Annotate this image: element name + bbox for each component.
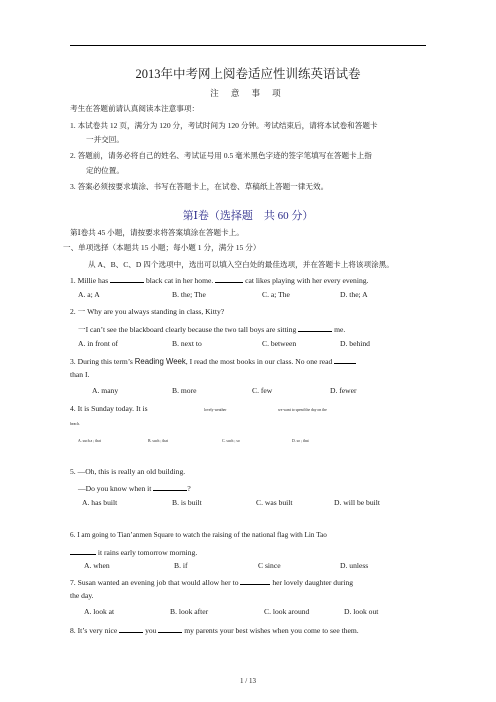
question-5-line-2	[78, 482, 191, 493]
question-1	[70, 274, 368, 285]
q3-blank	[334, 355, 356, 364]
q8-text-a: 8. It’s very nice	[70, 626, 118, 635]
q2-option-b: B. next to	[172, 339, 202, 348]
section-note: 第Ⅰ卷共 45 小题，请按要求将答案填涂在答题卡上。	[70, 228, 244, 237]
q5-option-c: C. was built	[256, 498, 293, 507]
q3-option-b: B. more	[172, 386, 197, 395]
notice-item-2: 2. 答题前，请务必将自己的姓名、考试证号用 0.5 毫米黑色字迹的签字笔填写在答题卡上指	[70, 151, 372, 160]
q1-option-d: D. the; A	[340, 290, 368, 299]
q3-line-2: than I.	[70, 370, 90, 379]
q2-text-b: 一I can’t see the blackboard clearly because the two tall boys are sitting	[78, 325, 297, 334]
q4-text-c: we want to spend the day on the	[278, 408, 327, 412]
notice-item-1: 1. 本试卷共 12 页，满分为 120 分，考试时间为 120 分钟。考试结束后，请将本试卷和答题卡	[70, 121, 378, 130]
q7-option-a: A. look at	[84, 607, 115, 616]
q2-option-a: A. in front of	[78, 339, 119, 348]
question-8	[70, 624, 359, 635]
q6-option-a: A. when	[84, 561, 110, 570]
question-2: 2. 一 Why are you always standing in class, Kitty?	[70, 307, 225, 316]
q4-option-b: B. such ; that	[148, 439, 169, 443]
header-rule	[70, 45, 426, 46]
part-instruction: 从 A、B、C、D 四个选项中，选出可以填入空白处的最佳选项，并在答题卡上将该项涂黑。	[88, 260, 394, 269]
q5-option-b: B. is built	[172, 498, 202, 507]
q2-blank	[298, 323, 332, 332]
q6-text-b: it rains early tomorrow morning.	[97, 548, 198, 557]
notice-heading: 注 意 事 项	[210, 88, 286, 98]
q4-option-a: A. such a ; that	[78, 439, 101, 443]
q1-option-a: A. a; A	[78, 290, 100, 299]
q6-blank	[70, 546, 96, 555]
q2-option-d: D. behind	[340, 339, 370, 348]
q6-option-d: D. unless	[340, 561, 369, 570]
q7-line-2: the day.	[70, 591, 94, 600]
q8-blank-1	[119, 624, 143, 633]
q3-text-a3: , I read the most books in our class. No one read	[185, 357, 333, 366]
question-6-line-2	[70, 546, 197, 557]
q7-text-a: 7. Susan wanted an evening job that would allow her to	[70, 578, 239, 587]
q1-blank-2	[215, 274, 243, 283]
q1-blank-1	[110, 274, 144, 283]
page-number: 1 / 13	[240, 677, 256, 685]
q4-text-b: lovely weather	[204, 408, 227, 412]
q7-blank	[240, 576, 270, 585]
q5-option-d: D. will be built	[334, 498, 380, 507]
q3-option-d: D. fewer	[330, 386, 357, 395]
q1-text-c: cat likes playing with her every evening.	[245, 276, 369, 285]
part-title: 一、单项选择（本题共 15 小题；每小题 1 分，满分 15 分）	[63, 243, 261, 252]
notice-item-1-cont: 一并交回。	[86, 135, 124, 144]
q8-text-b: you	[145, 626, 157, 635]
notice-item-3: 3. 答案必须按要求填涂、书写在答题卡上，在试卷、草稿纸上答题一律无效。	[70, 182, 329, 191]
q6-option-b: B. if	[174, 561, 188, 570]
question-5: 5. —Oh, this is really an old building.	[70, 467, 186, 476]
q7-option-c: C. look around	[264, 607, 310, 616]
q3-reading-week: Reading Week	[134, 357, 186, 366]
notice-item-2-cont: 定的位置。	[86, 166, 124, 175]
q1-option-b: B. the; The	[172, 290, 206, 299]
notice-intro: 考生在答题前请认真阅读本注意事项：	[70, 104, 200, 113]
question-7	[70, 576, 353, 587]
q6-option-c: C since	[258, 561, 281, 570]
q3-text-a: 3. During this term’s	[70, 357, 133, 366]
q1-text-a: 1. Millie has	[70, 276, 109, 285]
q7-option-b: B. look after	[170, 607, 209, 616]
q8-text-c: my parents your best wishes when you come to see them.	[184, 626, 359, 635]
q4-option-c: C. such ; so	[222, 439, 240, 443]
q1-option-c: C. a; The	[262, 290, 290, 299]
q4-option-d: D. so ; that	[292, 439, 309, 443]
question-2-line-2	[78, 323, 345, 335]
q5-option-a: A. has built	[82, 498, 118, 507]
q3-option-a: A. many	[92, 386, 119, 395]
page-title: 2013年中考网上阅卷适应性训练英语试卷	[135, 67, 361, 81]
q4-text-d: beach.	[70, 422, 80, 426]
q5-blank	[153, 482, 187, 491]
q3-option-c: C. few	[252, 386, 273, 395]
q5-text-c: ?	[187, 484, 191, 493]
q5-text-b: —Do you know when it	[78, 484, 152, 493]
q7-text-b: her lovely daughter during	[272, 578, 354, 587]
q2-text-c: me.	[334, 325, 346, 334]
q8-blank-2	[158, 624, 182, 633]
question-4: 4. It is Sunday today. It is	[70, 404, 148, 413]
question-6: 6. I am going to Tian’anmen Square to watch the raising of the national flag with Lin Tao	[70, 531, 327, 539]
q2-option-c: C. between	[262, 339, 297, 348]
question-3	[70, 355, 356, 366]
q7-option-d: D. look out	[344, 607, 379, 616]
q1-text-b: black cat in her home.	[146, 276, 214, 285]
section-title: 第Ⅰ卷（选择题 共 60 分）	[182, 210, 314, 222]
